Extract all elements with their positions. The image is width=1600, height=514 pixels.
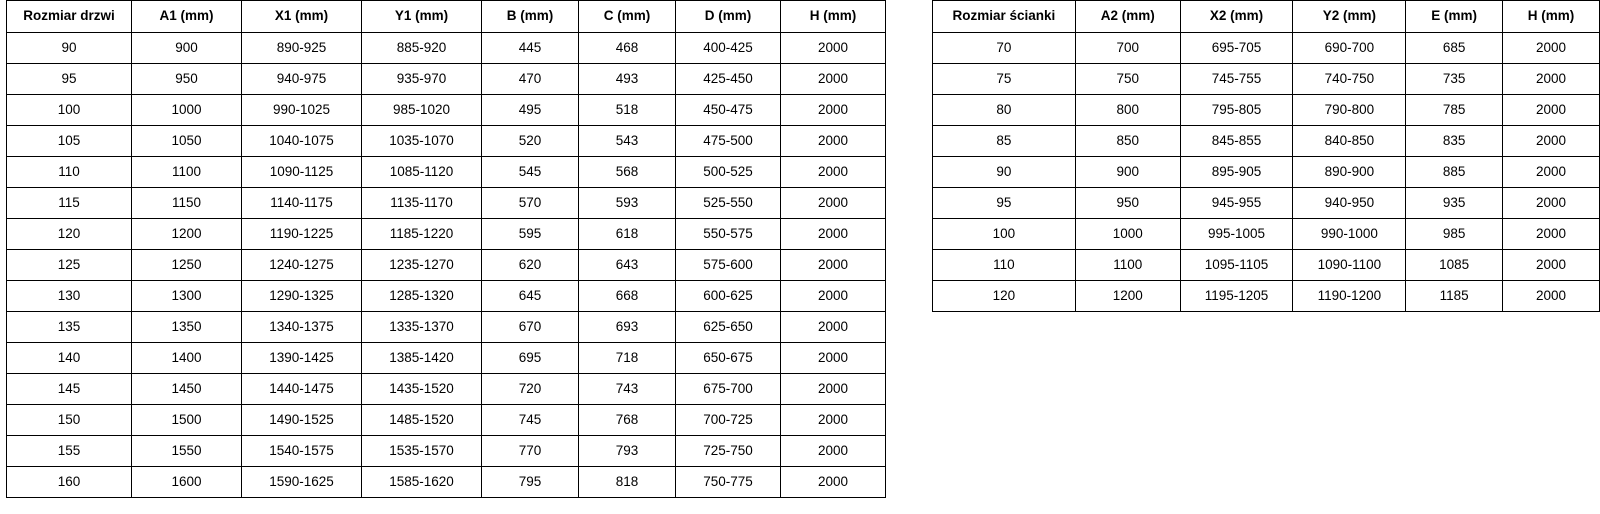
walls_table-cell: 1090-1100 <box>1293 250 1406 281</box>
table-row <box>7 188 886 219</box>
doors_table-column-header: H (mm) <box>781 1 886 33</box>
doors_table-cell: 670 <box>482 312 579 343</box>
walls-table-header-row <box>933 1 1600 33</box>
doors_table-cell: 990-1025 <box>242 95 362 126</box>
doors_table-cell: 595 <box>482 219 579 250</box>
doors_table-cell: 2000 <box>781 188 886 219</box>
doors_table-cell: 495 <box>482 95 579 126</box>
walls_table-cell: 790-800 <box>1293 95 1406 126</box>
doors_table-cell: 693 <box>579 312 676 343</box>
walls_table-cell: 750 <box>1075 64 1180 95</box>
doors_table-cell: 2000 <box>781 126 886 157</box>
walls_table-column-header: Rozmiar ścianki <box>933 1 1076 33</box>
walls_table-cell: 945-955 <box>1180 188 1293 219</box>
doors_table-cell: 600-625 <box>676 281 781 312</box>
doors_table-cell: 1390-1425 <box>242 343 362 374</box>
walls_table-cell: 1190-1200 <box>1293 281 1406 312</box>
doors_table-cell: 543 <box>579 126 676 157</box>
table-row <box>933 95 1600 126</box>
doors_table-cell: 743 <box>579 374 676 405</box>
doors-dimensions-table <box>6 0 886 498</box>
walls_table-cell: 2000 <box>1503 95 1600 126</box>
table-row <box>7 33 886 64</box>
walls_table-cell: 900 <box>1075 157 1180 188</box>
doors_table-cell: 1150 <box>132 188 242 219</box>
doors_table-cell: 400-425 <box>676 33 781 64</box>
doors_table-column-header: C (mm) <box>579 1 676 33</box>
walls_table-cell: 995-1005 <box>1180 219 1293 250</box>
doors_table-cell: 1140-1175 <box>242 188 362 219</box>
walls_table-cell: 940-950 <box>1293 188 1406 219</box>
doors_table-cell: 818 <box>579 467 676 498</box>
doors_table-cell: 120 <box>7 219 132 250</box>
doors-table-body <box>7 33 886 498</box>
doors_table-cell: 900 <box>132 33 242 64</box>
walls_table-cell: 990-1000 <box>1293 219 1406 250</box>
table-row <box>7 374 886 405</box>
doors_table-cell: 770 <box>482 436 579 467</box>
doors_table-cell: 985-1020 <box>362 95 482 126</box>
doors_table-cell: 2000 <box>781 312 886 343</box>
table-row <box>7 126 886 157</box>
doors_table-cell: 1290-1325 <box>242 281 362 312</box>
doors_table-cell: 115 <box>7 188 132 219</box>
doors_table-cell: 1400 <box>132 343 242 374</box>
walls_table-cell: 1085 <box>1406 250 1503 281</box>
doors_table-column-header: Y1 (mm) <box>362 1 482 33</box>
walls_table-cell: 2000 <box>1503 250 1600 281</box>
doors_table-cell: 890-925 <box>242 33 362 64</box>
doors_table-cell: 668 <box>579 281 676 312</box>
doors_table-cell: 725-750 <box>676 436 781 467</box>
doors_table-cell: 2000 <box>781 33 886 64</box>
doors_table-cell: 1090-1125 <box>242 157 362 188</box>
doors_table-cell: 2000 <box>781 281 886 312</box>
doors_table-cell: 445 <box>482 33 579 64</box>
walls_table-cell: 1000 <box>1075 219 1180 250</box>
doors_table-cell: 950 <box>132 64 242 95</box>
doors_table-cell: 1235-1270 <box>362 250 482 281</box>
walls_table-cell: 890-900 <box>1293 157 1406 188</box>
doors_table-cell: 1500 <box>132 405 242 436</box>
walls_table-column-header: X2 (mm) <box>1180 1 1293 33</box>
doors_table-cell: 1000 <box>132 95 242 126</box>
doors_table-cell: 150 <box>7 405 132 436</box>
table-row <box>7 250 886 281</box>
doors_table-cell: 90 <box>7 33 132 64</box>
doors_table-cell: 1190-1225 <box>242 219 362 250</box>
walls_table-cell: 70 <box>933 33 1076 64</box>
doors_table-cell: 793 <box>579 436 676 467</box>
table-row <box>933 188 1600 219</box>
doors_table-cell: 1340-1375 <box>242 312 362 343</box>
doors_table-cell: 95 <box>7 64 132 95</box>
doors_table-cell: 135 <box>7 312 132 343</box>
doors_table-cell: 1285-1320 <box>362 281 482 312</box>
walls_table-cell: 785 <box>1406 95 1503 126</box>
doors_table-cell: 1035-1070 <box>362 126 482 157</box>
doors_table-cell: 1085-1120 <box>362 157 482 188</box>
doors_table-cell: 470 <box>482 64 579 95</box>
doors_table-cell: 575-600 <box>676 250 781 281</box>
doors_table-column-header: Rozmiar drzwi <box>7 1 132 33</box>
doors_table-cell: 1300 <box>132 281 242 312</box>
doors_table-cell: 130 <box>7 281 132 312</box>
walls_table-cell: 885 <box>1406 157 1503 188</box>
doors_table-cell: 1540-1575 <box>242 436 362 467</box>
doors_table-cell: 2000 <box>781 95 886 126</box>
walls_table-cell: 735 <box>1406 64 1503 95</box>
table-row <box>933 126 1600 157</box>
doors_table-cell: 155 <box>7 436 132 467</box>
doors_table-cell: 2000 <box>781 374 886 405</box>
walls_table-cell: 2000 <box>1503 126 1600 157</box>
doors_table-cell: 140 <box>7 343 132 374</box>
doors-table-header-row <box>7 1 886 33</box>
walls_table-cell: 85 <box>933 126 1076 157</box>
walls_table-cell: 2000 <box>1503 281 1600 312</box>
doors_table-column-header: X1 (mm) <box>242 1 362 33</box>
doors_table-cell: 2000 <box>781 343 886 374</box>
walls_table-column-header: E (mm) <box>1406 1 1503 33</box>
doors-dimensions-table-container <box>6 0 886 498</box>
doors_table-cell: 885-920 <box>362 33 482 64</box>
doors_table-cell: 1490-1525 <box>242 405 362 436</box>
walls_table-cell: 795-805 <box>1180 95 1293 126</box>
walls_table-column-header: A2 (mm) <box>1075 1 1180 33</box>
table-row <box>7 64 886 95</box>
doors_table-cell: 1585-1620 <box>362 467 482 498</box>
doors_table-cell: 1535-1570 <box>362 436 482 467</box>
doors_table-cell: 625-650 <box>676 312 781 343</box>
table-row <box>7 405 886 436</box>
doors_table-cell: 160 <box>7 467 132 498</box>
doors_table-cell: 2000 <box>781 436 886 467</box>
doors_table-cell: 593 <box>579 188 676 219</box>
table-row <box>933 219 1600 250</box>
doors_table-column-header: D (mm) <box>676 1 781 33</box>
walls_table-cell: 850 <box>1075 126 1180 157</box>
doors_table-cell: 1250 <box>132 250 242 281</box>
walls_table-cell: 985 <box>1406 219 1503 250</box>
walls-dimensions-table <box>932 0 1600 312</box>
doors_table-cell: 568 <box>579 157 676 188</box>
walls_table-cell: 100 <box>933 219 1076 250</box>
doors-table-head <box>7 1 886 33</box>
walls_table-cell: 1200 <box>1075 281 1180 312</box>
doors_table-cell: 2000 <box>781 64 886 95</box>
doors_table-cell: 1485-1520 <box>362 405 482 436</box>
walls_table-cell: 1100 <box>1075 250 1180 281</box>
walls_table-cell: 2000 <box>1503 64 1600 95</box>
doors_table-cell: 675-700 <box>676 374 781 405</box>
doors_table-cell: 2000 <box>781 157 886 188</box>
doors_table-cell: 718 <box>579 343 676 374</box>
walls_table-cell: 75 <box>933 64 1076 95</box>
walls-dimensions-table-container <box>932 0 1600 312</box>
table-row <box>7 312 886 343</box>
doors_table-cell: 550-575 <box>676 219 781 250</box>
doors_table-cell: 450-475 <box>676 95 781 126</box>
table-row <box>7 95 886 126</box>
walls_table-cell: 895-905 <box>1180 157 1293 188</box>
walls-table-head <box>933 1 1600 33</box>
doors_table-cell: 500-525 <box>676 157 781 188</box>
table-row <box>7 281 886 312</box>
doors_table-cell: 750-775 <box>676 467 781 498</box>
doors_table-cell: 1200 <box>132 219 242 250</box>
doors_table-cell: 493 <box>579 64 676 95</box>
walls_table-cell: 2000 <box>1503 157 1600 188</box>
walls_table-cell: 2000 <box>1503 33 1600 64</box>
doors_table-cell: 768 <box>579 405 676 436</box>
doors_table-cell: 1385-1420 <box>362 343 482 374</box>
table-row <box>933 33 1600 64</box>
walls_table-cell: 690-700 <box>1293 33 1406 64</box>
walls_table-cell: 740-750 <box>1293 64 1406 95</box>
walls_table-cell: 935 <box>1406 188 1503 219</box>
doors_table-cell: 1050 <box>132 126 242 157</box>
table-row <box>933 281 1600 312</box>
table-row <box>7 219 886 250</box>
doors_table-cell: 110 <box>7 157 132 188</box>
walls-table-body <box>933 33 1600 312</box>
doors_table-cell: 618 <box>579 219 676 250</box>
doors_table-cell: 425-450 <box>676 64 781 95</box>
table-row <box>7 157 886 188</box>
walls_table-cell: 845-855 <box>1180 126 1293 157</box>
doors_table-cell: 643 <box>579 250 676 281</box>
doors_table-cell: 125 <box>7 250 132 281</box>
walls_table-cell: 950 <box>1075 188 1180 219</box>
doors_table-cell: 1435-1520 <box>362 374 482 405</box>
doors_table-cell: 1335-1370 <box>362 312 482 343</box>
doors_table-cell: 145 <box>7 374 132 405</box>
doors_table-cell: 545 <box>482 157 579 188</box>
walls_table-cell: 2000 <box>1503 188 1600 219</box>
doors_table-cell: 2000 <box>781 219 886 250</box>
walls_table-cell: 835 <box>1406 126 1503 157</box>
doors_table-cell: 468 <box>579 33 676 64</box>
doors_table-cell: 1350 <box>132 312 242 343</box>
doors_table-cell: 1450 <box>132 374 242 405</box>
table-row <box>7 467 886 498</box>
walls_table-cell: 840-850 <box>1293 126 1406 157</box>
table-row <box>933 250 1600 281</box>
walls_table-column-header: Y2 (mm) <box>1293 1 1406 33</box>
walls_table-cell: 80 <box>933 95 1076 126</box>
doors_table-cell: 518 <box>579 95 676 126</box>
doors_table-cell: 940-975 <box>242 64 362 95</box>
walls_table-cell: 800 <box>1075 95 1180 126</box>
walls_table-cell: 700 <box>1075 33 1180 64</box>
walls_table-cell: 695-705 <box>1180 33 1293 64</box>
doors_table-cell: 2000 <box>781 467 886 498</box>
doors_table-cell: 1135-1170 <box>362 188 482 219</box>
doors_table-cell: 2000 <box>781 250 886 281</box>
walls_table-cell: 110 <box>933 250 1076 281</box>
doors_table-cell: 1440-1475 <box>242 374 362 405</box>
walls_table-cell: 90 <box>933 157 1076 188</box>
doors_table-cell: 105 <box>7 126 132 157</box>
doors_table-cell: 645 <box>482 281 579 312</box>
doors_table-cell: 1550 <box>132 436 242 467</box>
walls_table-cell: 685 <box>1406 33 1503 64</box>
walls_table-column-header: H (mm) <box>1503 1 1600 33</box>
doors_table-cell: 1040-1075 <box>242 126 362 157</box>
doors_table-cell: 570 <box>482 188 579 219</box>
doors_table-cell: 620 <box>482 250 579 281</box>
doors_table-cell: 525-550 <box>676 188 781 219</box>
doors_table-cell: 795 <box>482 467 579 498</box>
doors_table-cell: 100 <box>7 95 132 126</box>
doors_table-cell: 650-675 <box>676 343 781 374</box>
doors_table-cell: 520 <box>482 126 579 157</box>
walls_table-cell: 745-755 <box>1180 64 1293 95</box>
table-row <box>7 436 886 467</box>
doors_table-column-header: A1 (mm) <box>132 1 242 33</box>
table-row <box>933 157 1600 188</box>
doors_table-cell: 475-500 <box>676 126 781 157</box>
doors_table-cell: 2000 <box>781 405 886 436</box>
doors_table-cell: 935-970 <box>362 64 482 95</box>
doors_table-cell: 695 <box>482 343 579 374</box>
doors_table-cell: 700-725 <box>676 405 781 436</box>
table-row <box>7 343 886 374</box>
doors_table-column-header: B (mm) <box>482 1 579 33</box>
doors_table-cell: 720 <box>482 374 579 405</box>
doors_table-cell: 1590-1625 <box>242 467 362 498</box>
table-row <box>933 64 1600 95</box>
doors_table-cell: 745 <box>482 405 579 436</box>
walls_table-cell: 2000 <box>1503 219 1600 250</box>
walls_table-cell: 1195-1205 <box>1180 281 1293 312</box>
doors_table-cell: 1240-1275 <box>242 250 362 281</box>
walls_table-cell: 95 <box>933 188 1076 219</box>
walls_table-cell: 1095-1105 <box>1180 250 1293 281</box>
doors_table-cell: 1600 <box>132 467 242 498</box>
doors_table-cell: 1185-1220 <box>362 219 482 250</box>
walls_table-cell: 1185 <box>1406 281 1503 312</box>
walls_table-cell: 120 <box>933 281 1076 312</box>
doors_table-cell: 1100 <box>132 157 242 188</box>
